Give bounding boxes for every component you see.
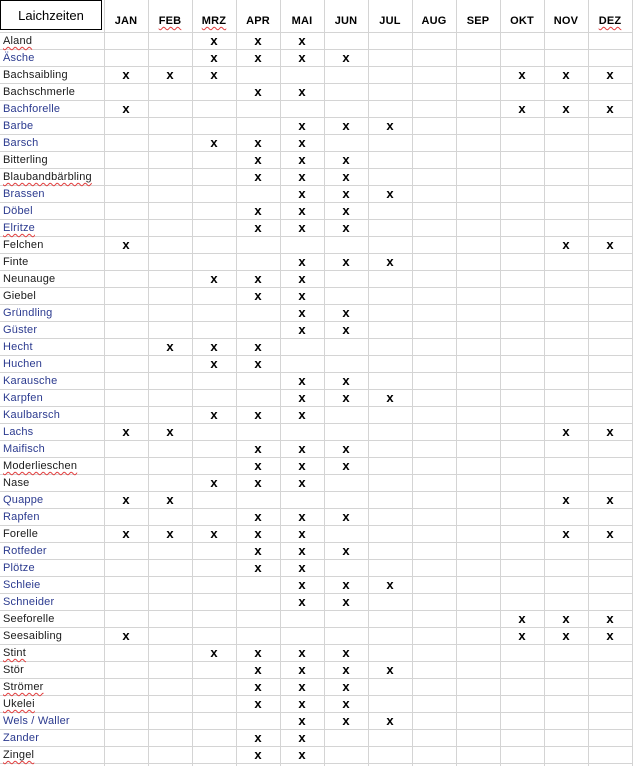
spawning-mark-jul[interactable]: x — [386, 577, 394, 592]
spawning-mark-mai[interactable]: x — [298, 322, 306, 337]
fish-name-cell[interactable]: Maifisch — [3, 443, 45, 455]
fish-name-cell[interactable]: Blaubandbärbling — [3, 171, 92, 183]
spawning-mark-apr[interactable]: x — [254, 441, 262, 456]
spawning-mark-jun[interactable]: x — [342, 662, 350, 677]
spawning-mark-jun[interactable]: x — [342, 186, 350, 201]
fish-name-cell[interactable]: Bachforelle — [3, 103, 61, 115]
fish-name-cell[interactable]: Rapfen — [3, 511, 40, 523]
fish-name-cell[interactable]: Aland — [3, 35, 33, 47]
spawning-mark-apr[interactable]: x — [254, 203, 262, 218]
spawning-mark-jul[interactable]: x — [386, 662, 394, 677]
spawning-mark-jun[interactable]: x — [342, 152, 350, 167]
fish-name-cell[interactable]: Zingel — [3, 749, 35, 761]
spawning-mark-jan[interactable]: x — [122, 67, 130, 82]
fish-name-cell[interactable]: Seesaibling — [3, 630, 63, 642]
month-header-jul[interactable]: JUL — [379, 15, 401, 27]
spawning-mark-nov[interactable]: x — [562, 101, 570, 116]
spawning-mark-mai[interactable]: x — [298, 696, 306, 711]
spawning-mark-nov[interactable]: x — [562, 628, 570, 643]
spawning-mark-jun[interactable]: x — [342, 254, 350, 269]
spawning-mark-jan[interactable]: x — [122, 628, 130, 643]
spawning-mark-apr[interactable]: x — [254, 33, 262, 48]
spawning-mark-mai[interactable]: x — [298, 458, 306, 473]
fish-name-cell[interactable]: Schleie — [3, 579, 41, 591]
spawning-mark-mai[interactable]: x — [298, 373, 306, 388]
spawning-mark-nov[interactable]: x — [562, 492, 570, 507]
spawning-mark-apr[interactable]: x — [254, 220, 262, 235]
spawning-mark-mrz[interactable]: x — [210, 135, 218, 150]
fish-name-cell[interactable]: Neunauge — [3, 273, 56, 285]
grid-row-line — [0, 355, 633, 356]
spawning-mark-mrz[interactable]: x — [210, 271, 218, 286]
spawning-mark-dez[interactable]: x — [606, 424, 614, 439]
spawning-mark-feb[interactable]: x — [166, 526, 174, 541]
spawning-mark-mai[interactable]: x — [298, 135, 306, 150]
spawning-mark-nov[interactable]: x — [562, 67, 570, 82]
spawning-mark-mai[interactable]: x — [298, 203, 306, 218]
spawning-mark-nov[interactable]: x — [562, 526, 570, 541]
spawning-mark-apr[interactable]: x — [254, 84, 262, 99]
fish-name-cell[interactable]: Nase — [3, 477, 30, 489]
spawning-mark-apr[interactable]: x — [254, 475, 262, 490]
spawning-mark-apr[interactable]: x — [254, 356, 262, 371]
fish-name-cell[interactable]: Ukelei — [3, 698, 35, 710]
spawning-mark-jul[interactable]: x — [386, 390, 394, 405]
fish-name-cell[interactable]: Plötze — [3, 562, 35, 574]
spawning-mark-mrz[interactable]: x — [210, 33, 218, 48]
spawning-mark-dez[interactable]: x — [606, 611, 614, 626]
spawning-mark-apr[interactable]: x — [254, 169, 262, 184]
fish-name-cell[interactable]: Döbel — [3, 205, 33, 217]
spawning-mark-dez[interactable]: x — [606, 526, 614, 541]
spawning-mark-feb[interactable]: x — [166, 424, 174, 439]
fish-name-cell[interactable]: Seeforelle — [3, 613, 55, 625]
spawning-mark-apr[interactable]: x — [254, 135, 262, 150]
fish-name-cell[interactable]: Barsch — [3, 137, 39, 149]
spawning-mark-mai[interactable]: x — [298, 747, 306, 762]
spawning-mark-mai[interactable]: x — [298, 441, 306, 456]
spawning-mark-mai[interactable]: x — [298, 407, 306, 422]
fish-name-cell[interactable]: Bachschmerle — [3, 86, 76, 98]
spawning-mark-jun[interactable]: x — [342, 509, 350, 524]
fish-name-cell[interactable]: Bachsaibling — [3, 69, 68, 81]
month-header-sep[interactable]: SEP — [466, 15, 490, 27]
fish-name-cell[interactable]: Karpfen — [3, 392, 43, 404]
spawning-mark-mai[interactable]: x — [298, 645, 306, 660]
spawning-mark-mai[interactable]: x — [298, 84, 306, 99]
spawning-mark-mrz[interactable]: x — [210, 50, 218, 65]
fish-name-cell[interactable]: Brassen — [3, 188, 45, 200]
spawning-mark-mai[interactable]: x — [298, 730, 306, 745]
spawning-mark-mai[interactable]: x — [298, 305, 306, 320]
spawning-mark-mai[interactable]: x — [298, 577, 306, 592]
spawning-mark-jul[interactable]: x — [386, 186, 394, 201]
spawning-mark-jan[interactable]: x — [122, 424, 130, 439]
spawning-mark-mai[interactable]: x — [298, 118, 306, 133]
spawning-mark-jun[interactable]: x — [342, 679, 350, 694]
spawning-mark-apr[interactable]: x — [254, 747, 262, 762]
month-header-feb[interactable]: FEB — [158, 15, 182, 27]
spawning-mark-jun[interactable]: x — [342, 373, 350, 388]
fish-name-cell[interactable]: Karausche — [3, 375, 58, 387]
spawning-mark-okt[interactable]: x — [518, 628, 526, 643]
spawning-mark-dez[interactable]: x — [606, 492, 614, 507]
spawning-mark-jun[interactable]: x — [342, 696, 350, 711]
spawning-mark-mai[interactable]: x — [298, 254, 306, 269]
spawning-mark-dez[interactable]: x — [606, 101, 614, 116]
spawning-mark-jul[interactable]: x — [386, 713, 394, 728]
spawning-mark-mai[interactable]: x — [298, 526, 306, 541]
spawning-mark-mrz[interactable]: x — [210, 67, 218, 82]
fish-name-cell[interactable]: Zander — [3, 732, 40, 744]
fish-name-cell[interactable]: Finte — [3, 256, 29, 268]
fish-name-cell[interactable]: Felchen — [3, 239, 44, 251]
spawning-mark-apr[interactable]: x — [254, 560, 262, 575]
spawning-mark-mrz[interactable]: x — [210, 475, 218, 490]
month-header-mrz[interactable]: MRZ — [201, 15, 227, 27]
spawning-mark-jun[interactable]: x — [342, 390, 350, 405]
grid-column-line — [412, 0, 413, 766]
spawning-mark-jun[interactable]: x — [342, 305, 350, 320]
spawning-mark-mai[interactable]: x — [298, 390, 306, 405]
month-header-dez[interactable]: DEZ — [598, 15, 622, 27]
spawning-mark-mai[interactable]: x — [298, 271, 306, 286]
month-header-apr[interactable]: APR — [246, 15, 270, 27]
spawning-mark-jan[interactable]: x — [122, 526, 130, 541]
month-header-aug[interactable]: AUG — [421, 15, 447, 27]
fish-name-cell[interactable]: Hecht — [3, 341, 33, 353]
fish-name-cell[interactable]: Schneider — [3, 596, 55, 608]
spawning-mark-okt[interactable]: x — [518, 611, 526, 626]
spawning-mark-mai[interactable]: x — [298, 679, 306, 694]
fish-name-cell[interactable]: Elritze — [3, 222, 35, 234]
fish-name-cell[interactable]: Wels / Waller — [3, 715, 70, 727]
grid-column-line — [148, 0, 149, 766]
grid-row-line — [0, 423, 633, 424]
title-cell[interactable]: Laichzeiten — [0, 0, 102, 30]
spawning-mark-dez[interactable]: x — [606, 237, 614, 252]
spawning-mark-dez[interactable]: x — [606, 67, 614, 82]
spawning-mark-apr[interactable]: x — [254, 730, 262, 745]
spawning-mark-jun[interactable]: x — [342, 169, 350, 184]
spawning-mark-jun[interactable]: x — [342, 713, 350, 728]
grid-row-line — [0, 236, 633, 237]
spawning-mark-apr[interactable]: x — [254, 271, 262, 286]
spawning-mark-apr[interactable]: x — [254, 696, 262, 711]
month-header-nov[interactable]: NOV — [553, 15, 579, 27]
spawning-mark-mai[interactable]: x — [298, 169, 306, 184]
spawning-mark-apr[interactable]: x — [254, 679, 262, 694]
grid-row-line — [0, 491, 633, 492]
spawning-mark-feb[interactable]: x — [166, 492, 174, 507]
spawning-mark-jun[interactable]: x — [342, 458, 350, 473]
fish-name-cell[interactable]: Lachs — [3, 426, 34, 438]
spawning-mark-apr[interactable]: x — [254, 407, 262, 422]
month-header-jun[interactable]: JUN — [334, 15, 358, 27]
spawning-mark-nov[interactable]: x — [562, 611, 570, 626]
spawning-mark-apr[interactable]: x — [254, 526, 262, 541]
spawning-mark-mai[interactable]: x — [298, 186, 306, 201]
spawning-mark-apr[interactable]: x — [254, 509, 262, 524]
spawning-mark-apr[interactable]: x — [254, 288, 262, 303]
fish-name-cell[interactable]: Giebel — [3, 290, 36, 302]
spawning-mark-mai[interactable]: x — [298, 33, 306, 48]
month-header-mai[interactable]: MAI — [291, 15, 313, 27]
spawning-mark-apr[interactable]: x — [254, 458, 262, 473]
spawning-mark-jun[interactable]: x — [342, 441, 350, 456]
fish-name-cell[interactable]: Äsche — [3, 52, 35, 64]
spawning-mark-mai[interactable]: x — [298, 594, 306, 609]
fish-name-cell[interactable]: Kaulbarsch — [3, 409, 61, 421]
spawning-mark-mai[interactable]: x — [298, 543, 306, 558]
spawning-mark-mai[interactable]: x — [298, 560, 306, 575]
fish-name-cell[interactable]: Bitterling — [3, 154, 48, 166]
fish-name-cell[interactable]: Stör — [3, 664, 24, 676]
spawning-mark-okt[interactable]: x — [518, 67, 526, 82]
spawning-mark-jun[interactable]: x — [342, 645, 350, 660]
fish-name-cell[interactable]: Quappe — [3, 494, 44, 506]
spawning-mark-mrz[interactable]: x — [210, 526, 218, 541]
spawning-mark-apr[interactable]: x — [254, 50, 262, 65]
spawning-mark-jun[interactable]: x — [342, 118, 350, 133]
spawning-mark-okt[interactable]: x — [518, 101, 526, 116]
fish-name-cell[interactable]: Huchen — [3, 358, 43, 370]
fish-name-cell[interactable]: Güster — [3, 324, 38, 336]
spawning-mark-nov[interactable]: x — [562, 237, 570, 252]
spawning-mark-apr[interactable]: x — [254, 662, 262, 677]
spawning-mark-jan[interactable]: x — [122, 237, 130, 252]
spawning-mark-feb[interactable]: x — [166, 339, 174, 354]
fish-name-cell[interactable]: Strömer — [3, 681, 44, 693]
fish-name-cell[interactable]: Gründling — [3, 307, 53, 319]
spawning-mark-nov[interactable]: x — [562, 424, 570, 439]
spawning-mark-apr[interactable]: x — [254, 152, 262, 167]
spawning-mark-mai[interactable]: x — [298, 475, 306, 490]
spawning-mark-mai[interactable]: x — [298, 509, 306, 524]
spawning-mark-jun[interactable]: x — [342, 50, 350, 65]
fish-name-cell[interactable]: Barbe — [3, 120, 34, 132]
spawning-mark-mai[interactable]: x — [298, 50, 306, 65]
spawning-mark-jun[interactable]: x — [342, 203, 350, 218]
grid-column-line — [456, 0, 457, 766]
month-header-okt[interactable]: OKT — [510, 15, 534, 27]
spawning-mark-jun[interactable]: x — [342, 594, 350, 609]
fish-name-cell[interactable]: Stint — [3, 647, 27, 659]
spawning-mark-mai[interactable]: x — [298, 220, 306, 235]
spawning-mark-mrz[interactable]: x — [210, 407, 218, 422]
grid-row-line — [0, 763, 633, 764]
spawning-mark-jun[interactable]: x — [342, 577, 350, 592]
spawning-mark-mai[interactable]: x — [298, 662, 306, 677]
spawning-mark-mai[interactable]: x — [298, 713, 306, 728]
grid-column-line — [368, 0, 369, 766]
spawning-mark-feb[interactable]: x — [166, 67, 174, 82]
month-header-jan[interactable]: JAN — [114, 15, 138, 27]
spawning-mark-mrz[interactable]: x — [210, 339, 218, 354]
spawning-mark-jul[interactable]: x — [386, 254, 394, 269]
spawning-mark-mai[interactable]: x — [298, 288, 306, 303]
spawning-mark-jun[interactable]: x — [342, 543, 350, 558]
spawning-mark-apr[interactable]: x — [254, 543, 262, 558]
spawning-mark-mrz[interactable]: x — [210, 356, 218, 371]
spawning-mark-jun[interactable]: x — [342, 322, 350, 337]
spawning-mark-jul[interactable]: x — [386, 118, 394, 133]
spawning-mark-apr[interactable]: x — [254, 339, 262, 354]
spawning-mark-apr[interactable]: x — [254, 645, 262, 660]
spawning-mark-jun[interactable]: x — [342, 220, 350, 235]
spawning-mark-jan[interactable]: x — [122, 101, 130, 116]
spawning-mark-jan[interactable]: x — [122, 492, 130, 507]
grid-row-line — [0, 338, 633, 339]
fish-name-cell[interactable]: Rotfeder — [3, 545, 47, 557]
spawning-mark-mrz[interactable]: x — [210, 645, 218, 660]
fish-name-cell[interactable]: Forelle — [3, 528, 39, 540]
spawning-mark-mai[interactable]: x — [298, 152, 306, 167]
spawning-mark-dez[interactable]: x — [606, 628, 614, 643]
fish-name-cell[interactable]: Moderlieschen — [3, 460, 78, 472]
